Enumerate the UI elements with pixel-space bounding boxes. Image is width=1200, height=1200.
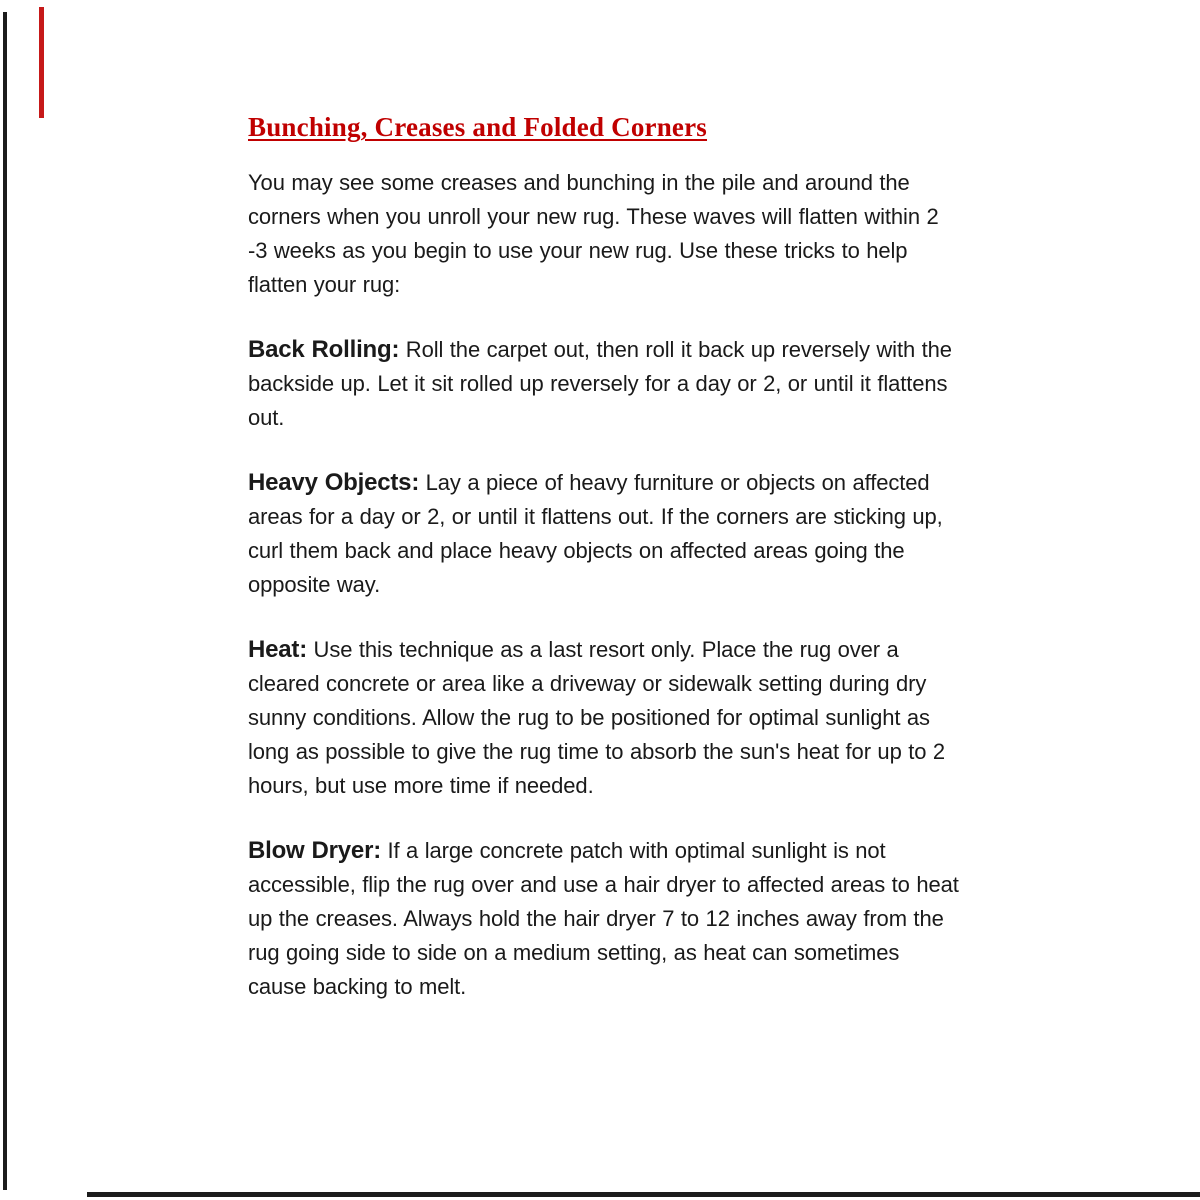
scan-artifact-red-line: [39, 7, 44, 118]
tip-paragraph-heavy-objects: [248, 466, 963, 602]
tip-text-blow-dryer: If a large concrete patch with optimal sunlight is not accessible, flip the rug over and use a hair dryer to affected areas to heat up the creases. Always hold the hair dryer 7 to 12 inches away from the rug going side to side on a medium setting, as heat can sometimes cause backing to melt.: [248, 838, 959, 999]
tip-label-heavy-objects: Heavy Objects:: [248, 469, 420, 496]
tip-label-back-rolling: Back Rolling:: [248, 336, 400, 363]
tip-text-heat: Use this technique as a last resort only. Place the rug over a cleared concrete or area like a driveway or sidewalk setting during dry sunny conditions. Allow the rug to be positioned for optimal sunlight as long as possible to give the rug time to absorb the sun's heat for up to 2 hours, but use more time if needed.: [248, 637, 946, 798]
document-content: [248, 110, 963, 1035]
scan-artifact-left-edge-line: [3, 12, 7, 1190]
section-heading: Bunching, Creases and Folded Corners: [248, 112, 708, 142]
tip-label-blow-dryer: Blow Dryer:: [248, 837, 381, 864]
tip-paragraph-heat: [248, 633, 963, 803]
tip-paragraph-back-rolling: [248, 333, 963, 435]
tip-label-heat: Heat:: [248, 636, 308, 663]
intro-paragraph: You may see some creases and bunching in the pile and around the corners when you unroll your new rug. These waves will flatten within 2 -3 weeks as you begin to use your new rug. Use these tricks to help flatten your rug:: [248, 170, 939, 297]
scan-artifact-bottom-edge-line: [87, 1192, 1200, 1197]
tip-text-heavy-objects: Lay a piece of heavy furniture or objects on affected areas for a day or 2, or until it flattens out. If the corners are sticking up, curl them back and place heavy objects on affected areas going the opposite way.: [248, 470, 943, 597]
tip-text-back-rolling: Roll the carpet out, then roll it back up reversely with the backside up. Let it sit rolled up reversely for a day or 2, or until it flattens out.: [248, 337, 952, 430]
tip-paragraph-blow-dryer: [248, 834, 963, 1004]
